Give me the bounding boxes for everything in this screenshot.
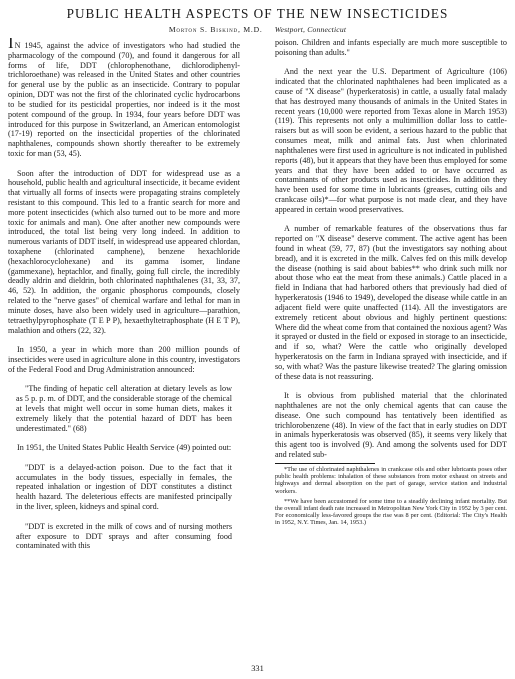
x-disease-paragraph: A number of remarkable features of the observations thus far reported on "X disease" deserve comment. The active agent has been found in wheat (59, 77, 87) (but the investigators say nothing about bread), and it is excreted in the milk. Calves fed on this milk develop the disease (nothing is said about babies** who drink such milk nor about those who eat the meat from these animals.) Cattle placed in a field in Indiana that had harbored others that previously had died of hyperkeratosis (1946 to 1949), developed the disease while cattle in an adjacent field were quite unaffected (114). All the investigators are extremely reticent about obvious and highly pertinent questions: Where did the wheat come from that contained the noxious agent? Was it sprayed or dusted in the field or exposed in storage to an insecticide, and if so, what? Were the cattle who originally developed hyperkeratosis on the farm in Indiana sprayed with insecticide, and if so, with what? Was the pasture likewise treated? The glaring omission of these data is not reassuring.	[275, 224, 507, 381]
footnote-lubricants: *The use of chlorinated naphthalenes in crankcase oils and other lubricants poses other public health problems: inhalation of these substances from motor exhaust on streets and highways and dermal absorption on the part of garage, service station and industrial workers.	[275, 465, 507, 495]
usphs-paragraph: In 1951, the United States Public Health Service (49) pointed out:	[17, 443, 232, 453]
author-location: Westport, Connecticut	[274, 25, 347, 34]
author-name: Morton S. Biskind, M.D.	[168, 25, 263, 34]
byline	[0, 25, 515, 34]
resistance-paragraph: Soon after the introduction of DDT for widespread use as a household, public health and agricultural insecticide, it became evident that virtually all forms of insects were propagating strains completely resistant to this compound. This led to a frantic search for more and more potent insecticides (which also turned out to be more and more toxic for animals and man). One after another new compounds were introduced, the total list being very long indeed. In addition to numerous variants of DDT itself, in widespread use appeared chlordan, toxaphene (chlorinated camphene), benzene hexachloride (hexachlorocyclohexane) and its gamma isomer, lindane (gammexane), heptachlor, and finally, going full circle, the incredibly deadly aldrin and dieldrin, both chlorinated naphthalenes (31, 33, 37, 46, 52). In addition, the organic phosphorus compounds, closely related to the "nerve gases" of chemical warfare and lethal for man in minute doses, have also been widely used in agriculture—parathion, tetraethylpyrophosphate (T E P P), hexaethyltetraphosphate (H E T P), malathion and others (22, 32).	[8, 168, 240, 335]
usphs-quote-2: "DDT is excreted in the milk of cows and of nursing mothers after exposure to DDT sprays and after consuming food contaminated with this	[16, 521, 232, 551]
fda-paragraph: In 1950, a year in which more than 200 million pounds of insecticides were used in agriculture alone in this country, investigators of the Federal Food and Drug Administration announced:	[8, 345, 240, 374]
fda-quote: "The finding of hepatic cell alteration at dietary levels as low as 5 p. p. m. of DDT, and the considerable storage of the chemical at levels that might well occur in some human diets, makes it extremely likely that the potential hazard of DDT has been underestimated." (68)	[16, 384, 232, 433]
left-column	[8, 38, 240, 658]
quote-continuation: poison. Children and infants especially are much more susceptible to poisoning than adults."	[275, 38, 507, 57]
footnote-divider	[275, 463, 375, 464]
drop-cap: I	[8, 38, 14, 52]
article-title: PUBLIC HEALTH ASPECTS OF THE NEW INSECTICIDES	[66, 6, 449, 21]
usda-paragraph: And the next year the U.S. Department of Agriculture (106) indicated that the chlorinated naphthalenes had been implicated as a cause of "X disease" (hyperkeratosis) in cattle, a usually fatal malady that has destroyed many thousands of animals in the United States in recent years (10,000 were reported from Texas alone in March 1953) (119). This represents not only a multimillion dollar loss to cattle-raisers but as will soon be evident, a serious hazard to the public that consumes meat, milk and animal fats. Just when chlorinated naphthalenes were first used in agriculture is not indicated in published reports (48), but it appears that they have been thus employed for some years and that they have been added to or have occurred as contaminants of other products used as insecticides. In addition they have been used for some time in lubricants (greases, cutting oils and crankcase oils)*—for what purpose is not made clear, and they have appeared in certain wood preservatives.	[275, 67, 507, 214]
usphs-quote-1: "DDT is a delayed-action poison. Due to the fact that it accumulates in the body tissues, especially in females, the repeated inhalation or ingestion of DDT constitutes a distinct health hazard. The deleterious effects are manifested principally in the liver, spleen, kidneys and spinal cord.	[16, 462, 232, 512]
intro-paragraph-text: N 1945, against the advice of investigators who had studied the pharmacology of the compound (70), and found it dangerous for all forms of life, DDT (chlorophenothane, dichlorodiphenyl-trichloroethane) was released in the United States and other countries for general use by the public as an insecticide. Contrary to popular opinion, DDT was not the first of the chlorinated cyclic hydrocarbons to be studied for its pesticidal properties, nor indeed is it the most potent compound of the group. In 1934, four years before DDT was introduced for this purpose in Switzerland, an American entomologist (17-19) reported on the insecticidal properties of the chlorinated naphthalenes, compounds shown shortly thereafter to be extremely toxic for man (53, 45).	[8, 41, 240, 158]
chemical-agents-paragraph: It is obvious from published material that the chlorinated naphthalenes are not the only chemical agents that can cause the disease. One such compound has tentatively been identified as trichlorobenzene (48). In view of the fact that in early studies on DDT in animals hyperkeratosis was observed (85), it seems very likely that this agent too is involved (9). And among the solvents used for DDT and related sub-	[275, 391, 507, 460]
intro-paragraph	[8, 38, 240, 159]
right-column	[275, 38, 507, 658]
footnote-infant-mortality: **We have been accustomed for some time to a steadily declining infant mortality. But the overall infant death rate increased in Metropolitan New York City in 1952 by 3 per cent. For economically less-favored groups the rise was 8 per cent. (Editorial: The City's Health in 1952, N.Y. Times, Jan. 14, 1953.)	[275, 497, 507, 527]
page-number: 331	[251, 664, 264, 673]
